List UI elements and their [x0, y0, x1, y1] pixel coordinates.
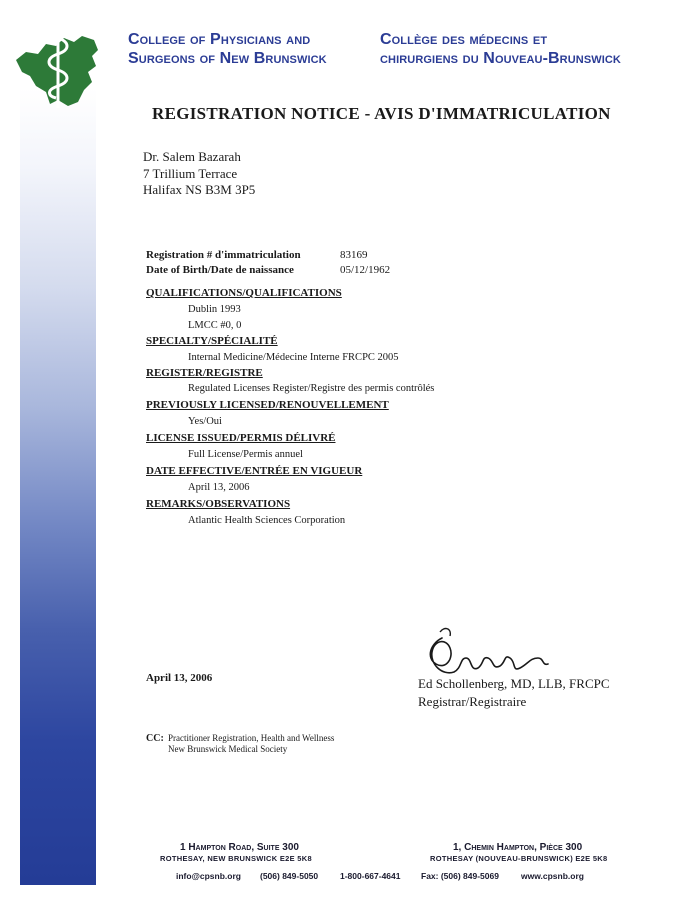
date-of-birth-value: 05/12/1962	[340, 264, 391, 276]
qualifications-line1: Dublin 1993	[188, 304, 241, 315]
footer-french-address-line1: 1, Chemin Hampton, Pièce 300	[453, 842, 583, 853]
footer-website-link[interactable]: www.cpsnb.org	[521, 871, 584, 881]
footer-email-link[interactable]: info@cpsnb.org	[176, 871, 241, 881]
college-name-french-line2: chirurgiens du Nouveau-Brunswick	[380, 50, 621, 67]
recipient-street: 7 Trillium Terrace	[143, 165, 238, 181]
remarks-heading: REMARKS/OBSERVATIONS	[146, 498, 291, 510]
recipient-name: Dr. Salem Bazarah	[143, 149, 241, 164]
footer-tollfree: 1-800-667-4641	[340, 871, 401, 881]
college-name-english	[128, 30, 327, 68]
registration-number-value: 83169	[340, 249, 368, 261]
qualifications-values	[188, 303, 241, 333]
college-name-french	[380, 30, 621, 68]
document-title: REGISTRATION NOTICE - AVIS D'IMMATRICULATION	[152, 104, 611, 123]
cc-recipient-1: Practitioner Registration, Health and Wellness	[168, 733, 335, 743]
handwritten-signature	[420, 618, 570, 684]
date-of-birth-row	[146, 264, 390, 276]
college-logo-icon	[12, 20, 104, 112]
qualifications-heading: QUALIFICATIONS/QUALIFICATIONS	[146, 287, 342, 299]
recipient-address	[143, 149, 255, 199]
previously-licensed-heading: PREVIOUSLY LICENSED/RENOUVELLEMENT	[146, 399, 389, 411]
college-name-english-line2: Surgeons of New Brunswick	[128, 50, 327, 67]
register-value: Regulated Licenses Register/Registre des permis contrôlés	[188, 383, 435, 394]
footer-english-address-line2: ROTHESAY, NEW BRUNSWICK E2E 5K8	[160, 854, 312, 863]
footer-phone: (506) 849-5050	[260, 871, 319, 881]
cc-label: CC:	[146, 733, 164, 744]
date-effective-value: April 13, 2006	[188, 482, 250, 493]
date-of-birth-label: Date of Birth/Date de naissance	[146, 264, 294, 276]
specialty-value: Internal Medicine/Médecine Interne FRCPC 2005	[188, 352, 399, 363]
signer-name: Ed Schollenberg, MD, LLB, FRCPC	[418, 676, 610, 691]
date-effective-heading: DATE EFFECTIVE/ENTRÉE EN VIGUEUR	[146, 465, 363, 477]
previously-licensed-value: Yes/Oui	[188, 416, 222, 427]
college-name-english-line1: College of Physicians and	[128, 31, 311, 48]
license-issued-heading: LICENSE ISSUED/PERMIS DÉLIVRÉ	[146, 432, 336, 444]
decorative-side-stripe	[20, 88, 96, 885]
cc-recipient-2: New Brunswick Medical Society	[168, 744, 288, 754]
signer-role: Registrar/Registraire	[418, 694, 527, 709]
specialty-heading: SPECIALTY/SPÉCIALITÉ	[146, 335, 278, 347]
registration-number-row	[146, 249, 368, 261]
license-issued-value: Full License/Permis annuel	[188, 449, 303, 460]
footer-english-address-line1: 1 Hampton Road, Suite 300	[180, 842, 299, 853]
register-heading: REGISTER/REGISTRE	[146, 367, 263, 379]
signoff-date: April 13, 2006	[146, 672, 213, 684]
college-name-french-line1: Collège des médecins et	[380, 31, 548, 48]
qualifications-line2: LMCC #0, 0	[188, 320, 242, 331]
recipient-city: Halifax NS B3M 3P5	[143, 182, 256, 197]
remarks-value: Atlantic Health Sciences Corporation	[188, 515, 346, 526]
registration-number-label: Registration # d'immatriculation	[146, 249, 301, 261]
footer-french-address-line2: ROTHESAY (NOUVEAU-BRUNSWICK) E2E 5K8	[430, 854, 608, 863]
footer-fax: Fax: (506) 849-5069	[421, 871, 499, 881]
